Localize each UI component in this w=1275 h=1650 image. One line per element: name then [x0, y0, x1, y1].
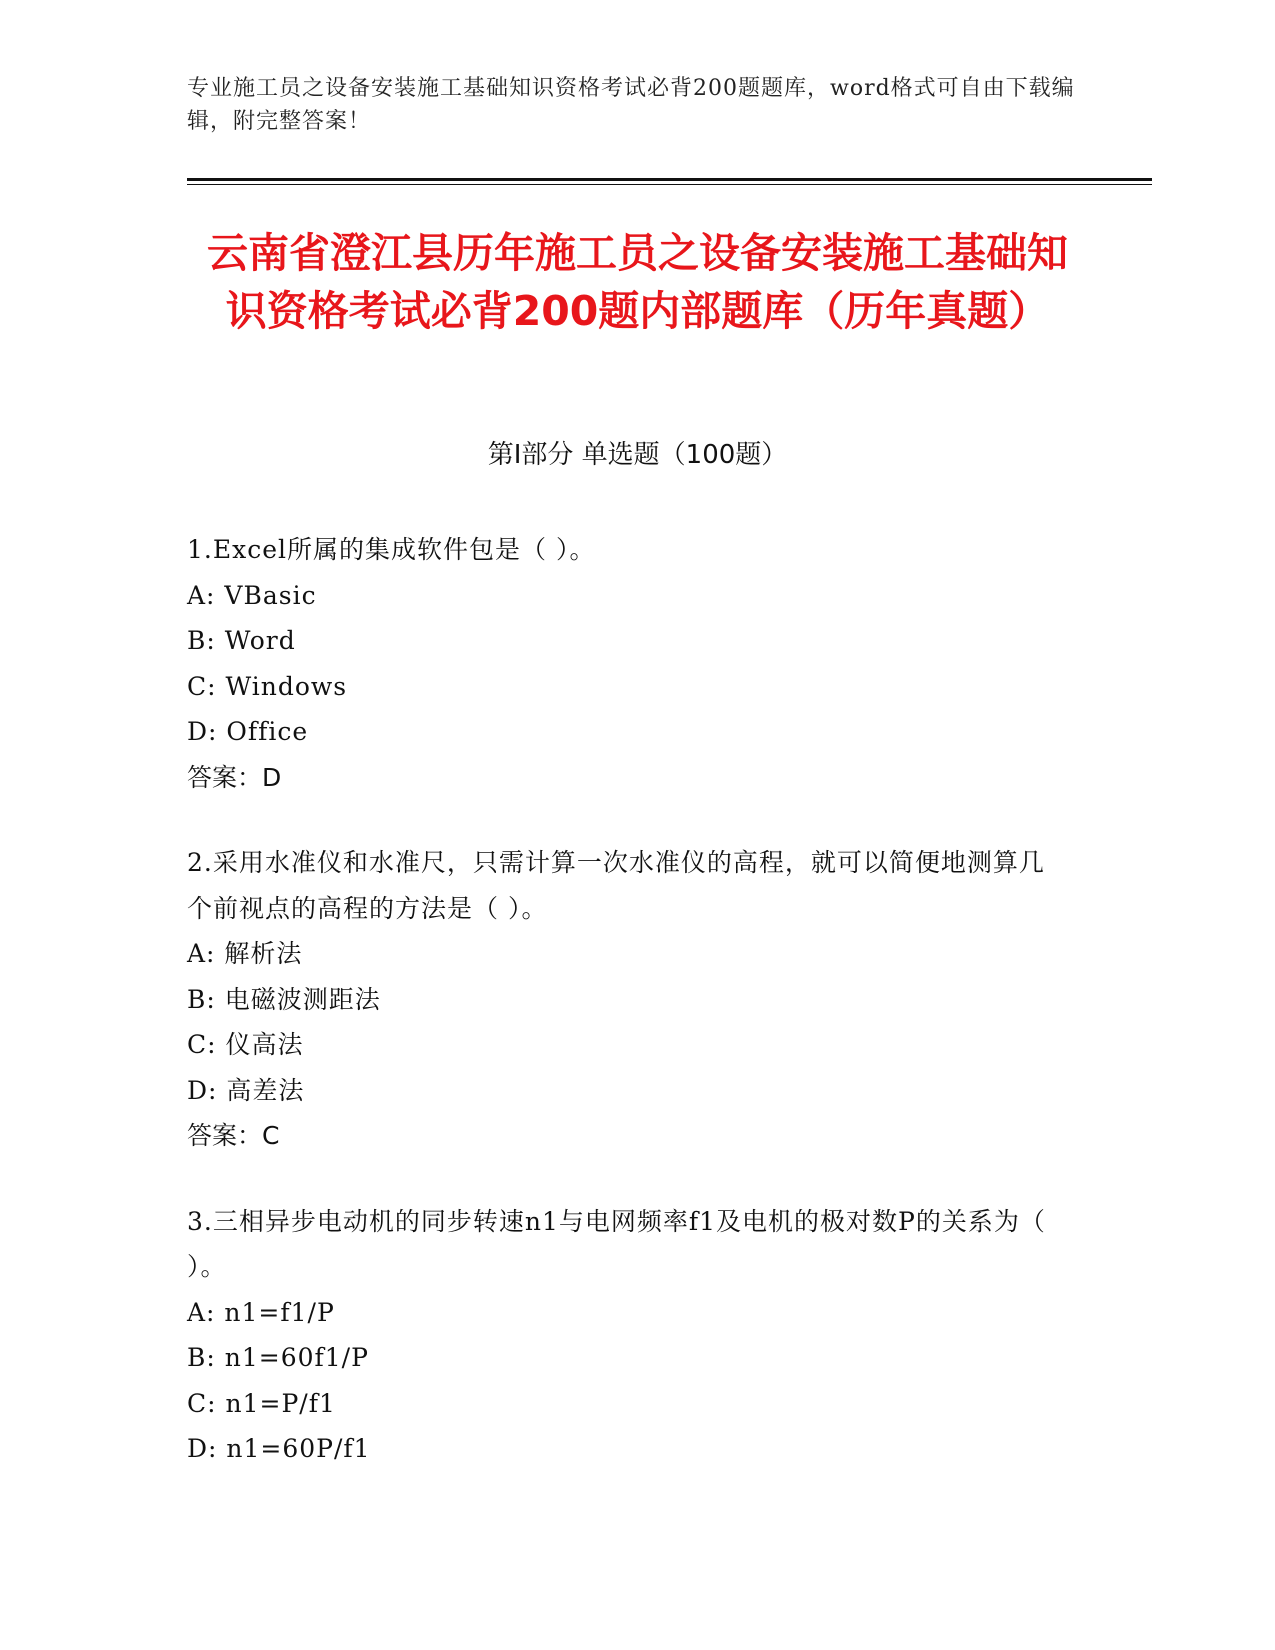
header-note: 专业施工员之设备安装施工基础知识资格考试必背200题题库，word格式可自由下载编辑，附完整答案！	[187, 76, 1075, 134]
option-d: D: Office	[187, 717, 309, 746]
option-b: B: n1=60f1/P	[187, 1343, 369, 1372]
question-stem: 3.三相异步电动机的同步转速n1与电网频率f1及电机的极对数P的关系为（ ）。	[187, 1206, 1046, 1281]
answer: 答案：D	[187, 762, 282, 792]
option-a: A: 解析法	[187, 939, 303, 968]
question-list	[187, 527, 1067, 1512]
question-stem: 1.Excel所属的集成软件包是（ ）。	[187, 535, 596, 564]
option-a: A: n1=f1/P	[187, 1297, 335, 1327]
option-c: C: 仪高法	[187, 1030, 304, 1059]
header-divider-thin	[187, 184, 1152, 185]
header-divider-thick	[187, 178, 1152, 181]
option-a: A: VBasic	[187, 580, 317, 610]
question-1	[187, 527, 1067, 800]
option-c: C: n1=P/f1	[187, 1388, 336, 1418]
question-2	[187, 840, 1067, 1159]
answer: 答案：C	[187, 1121, 280, 1150]
document-title: 云南省澄江县历年施工员之设备安装施工基础知识资格考试必背200题内部题库（历年真题）	[207, 229, 1068, 335]
option-b: B: Word	[187, 626, 296, 655]
option-d: D: n1=60P/f1	[187, 1434, 371, 1463]
option-d: D: 高差法	[187, 1075, 305, 1105]
question-stem: 2.采用水准仪和水准尺，只需计算一次水准仪的高程，就可以简便地测算几个前视点的高程的方法是（ ）。	[187, 848, 1045, 923]
option-b: B: 电磁波测距法	[187, 984, 381, 1014]
question-3	[187, 1199, 1067, 1472]
option-c: C: Windows	[187, 671, 348, 701]
section-heading: 第I部分 单选题（100题）	[487, 440, 788, 470]
